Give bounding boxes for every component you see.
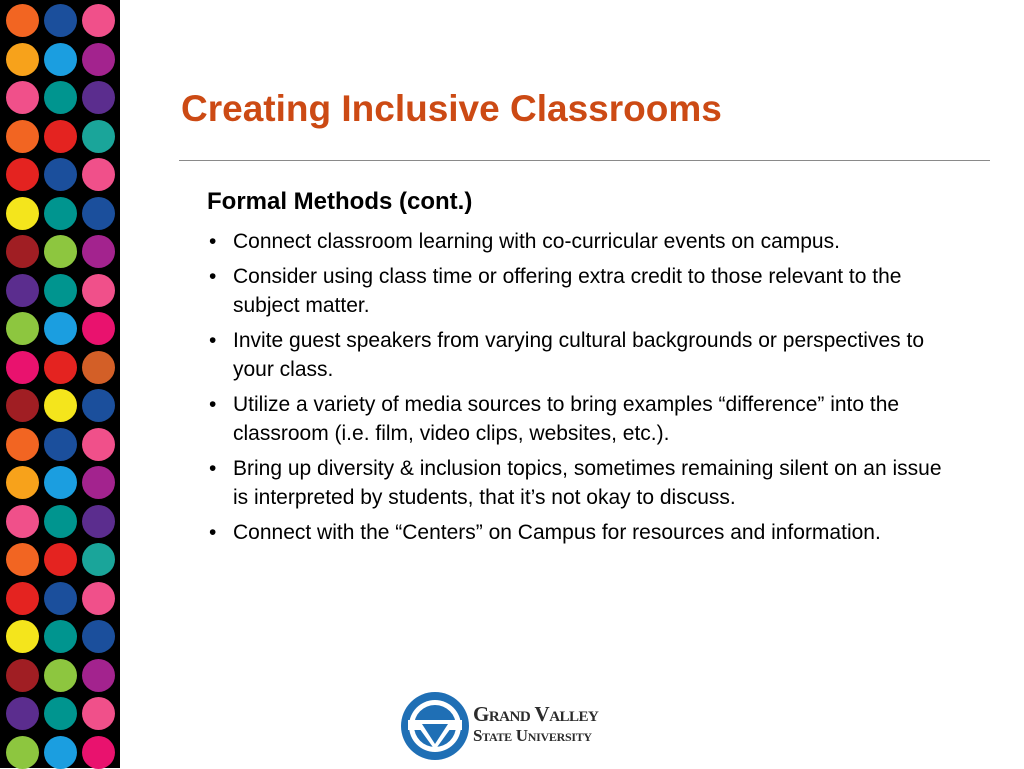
slide-body: [207, 186, 947, 553]
decorative-dot: [6, 120, 39, 153]
bullet-text: Bring up diversity & inclusion topics, sometimes remaining silent on an issue is interpreted by students, that it’s not okay to discuss.: [233, 457, 942, 509]
bullet-marker: •: [209, 521, 217, 544]
decorative-dot: [6, 43, 39, 76]
bullet-text: Consider using class time or offering extra credit to those relevant to the subject matter.: [233, 265, 902, 317]
decorative-dot: [6, 582, 39, 615]
decorative-dot: [6, 4, 39, 37]
decorative-dot: [82, 736, 115, 769]
decorative-dot: [82, 389, 115, 422]
decorative-dot: [82, 158, 115, 191]
logo-line-2: State University: [473, 726, 592, 745]
decorative-dot: [82, 697, 115, 730]
decorative-dot: [6, 659, 39, 692]
gvsu-emblem-icon: [400, 690, 470, 762]
decorative-dot: [82, 505, 115, 538]
decorative-dot: [82, 659, 115, 692]
bullet-text: Connect with the “Centers” on Campus for resources and information.: [233, 521, 881, 544]
slide-title: Creating Inclusive Classrooms: [181, 88, 722, 129]
decorative-dot: [6, 389, 39, 422]
decorative-dot: [82, 351, 115, 384]
decorative-dot: [6, 736, 39, 769]
bullet-marker: •: [209, 230, 217, 253]
decorative-dot: [82, 312, 115, 345]
logo-line-1: Grand Valley: [473, 702, 599, 726]
decorative-dot: [44, 274, 77, 307]
decorative-dot: [44, 466, 77, 499]
decorative-dot: [44, 4, 77, 37]
decorative-dot: [82, 466, 115, 499]
decorative-dot: [82, 4, 115, 37]
bullet-list: [207, 227, 947, 547]
decorative-dot: [44, 697, 77, 730]
gvsu-wordmark: [473, 704, 598, 744]
decorative-dot: [82, 620, 115, 653]
decorative-dot: [82, 235, 115, 268]
decorative-dot: [44, 505, 77, 538]
decorative-dot: [82, 120, 115, 153]
decorative-dot: [44, 235, 77, 268]
decorative-dot: [6, 274, 39, 307]
decorative-dot: [82, 428, 115, 461]
bullet-item: [207, 326, 947, 384]
decorative-dot: [6, 81, 39, 114]
bullet-marker: •: [209, 329, 217, 352]
decorative-dot: [44, 389, 77, 422]
decorative-dot: [6, 543, 39, 576]
title-divider: [179, 160, 990, 161]
decorative-dot: [44, 197, 77, 230]
bullet-text: Invite guest speakers from varying cultural backgrounds or perspectives to your class.: [233, 329, 925, 381]
decorative-dot: [6, 158, 39, 191]
decorative-dot: [44, 81, 77, 114]
decorative-dot: [44, 428, 77, 461]
decorative-dot: [44, 43, 77, 76]
decorative-dot: [6, 620, 39, 653]
decorative-dot: [6, 466, 39, 499]
decorative-dot: [44, 543, 77, 576]
decorative-dot: [44, 312, 77, 345]
decorative-dot: [6, 697, 39, 730]
decorative-dot: [44, 351, 77, 384]
decorative-dot: [82, 543, 115, 576]
decorative-dot: [82, 582, 115, 615]
decorative-dot: [82, 197, 115, 230]
decorative-dot: [44, 582, 77, 615]
decorative-dot: [6, 235, 39, 268]
section-subheading: Formal Methods (cont.): [207, 188, 473, 215]
decorative-dot-strip: [0, 0, 120, 768]
decorative-dot: [82, 43, 115, 76]
decorative-dot: [44, 620, 77, 653]
decorative-dot: [6, 197, 39, 230]
bullet-item: [207, 227, 947, 256]
decorative-dot: [44, 120, 77, 153]
decorative-dot: [6, 351, 39, 384]
bullet-marker: •: [209, 265, 217, 288]
decorative-dot: [82, 274, 115, 307]
bullet-item: [207, 518, 947, 547]
decorative-dot: [6, 505, 39, 538]
decorative-dot: [82, 81, 115, 114]
decorative-dot: [44, 158, 77, 191]
bullet-marker: •: [209, 393, 217, 416]
decorative-dot: [44, 736, 77, 769]
decorative-dot: [6, 312, 39, 345]
bullet-item: [207, 390, 947, 448]
bullet-item: [207, 262, 947, 320]
bullet-text: Connect classroom learning with co-curricular events on campus.: [233, 230, 840, 253]
bullet-text: Utilize a variety of media sources to bring examples “difference” into the classroom (i.e. film, video clips, websites, etc.).: [233, 393, 900, 445]
decorative-dot: [44, 659, 77, 692]
bullet-marker: •: [209, 457, 217, 480]
bullet-item: [207, 454, 947, 512]
gvsu-logo: [400, 690, 645, 762]
decorative-dot: [6, 428, 39, 461]
